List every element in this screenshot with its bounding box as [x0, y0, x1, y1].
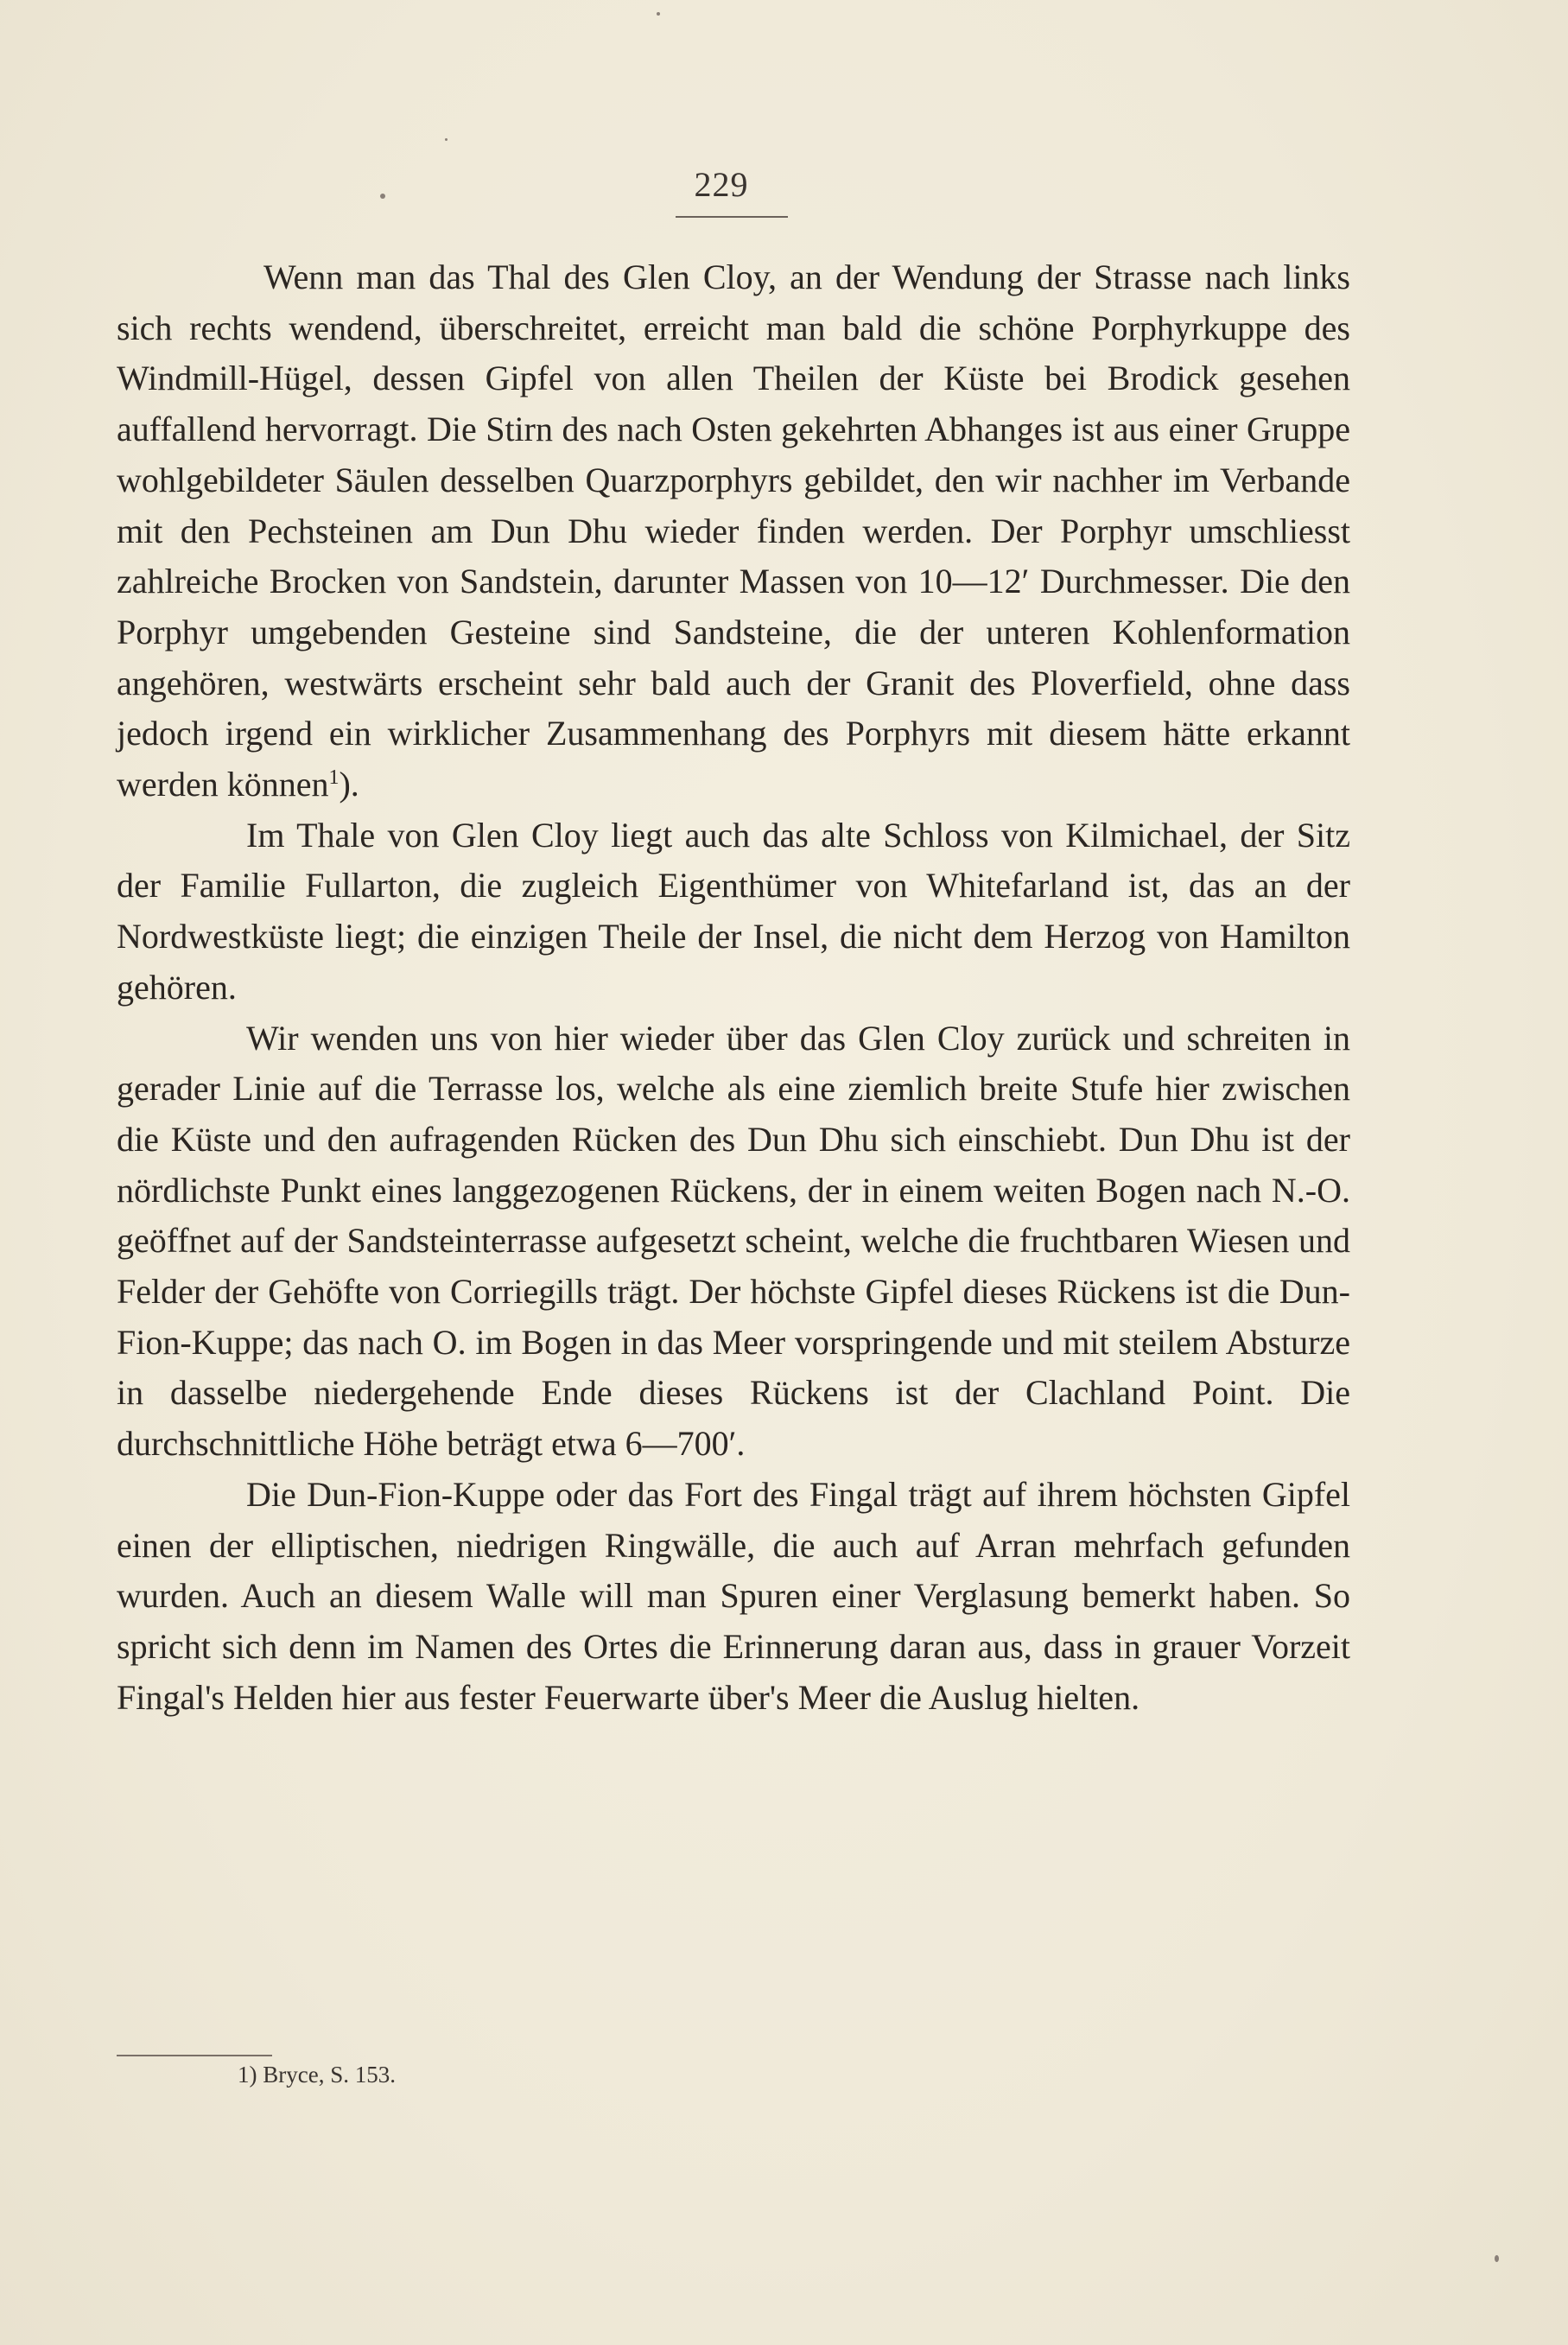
page-number-rule: [676, 216, 788, 218]
page-number: 229: [694, 165, 749, 204]
footnote-rule: [117, 2055, 272, 2056]
paragraph-3: Wir wenden uns von hier wieder über das Glen Cloy zurück und schreiten in gerader Linie auf die Terrasse los, welche als eine ziemlich breite Stufe hier zwischen die Küste und den aufragenden Rücken des Dun Dhu sich einschiebt. Dun Dhu ist der nördlichste Punkt eines langgezogenen Rückens, der in einem weiten Bogen nach N.-O. geöffnet auf der Sandsteinterrasse aufgesetzt scheint, welche die fruchtbaren Wiesen und Felder der Gehöfte von Corriegills trägt. Der höchste Gipfel dieses Rückens ist die Dun-Fion-Kuppe; das nach O. im Bogen in das Meer vorspringende und mit steilem Absturze in dasselbe niedergehende Ende dieses Rückens ist der Clachland Point. Die durchschnittliche Höhe beträgt etwa 6—700′.: [117, 1018, 1350, 1464]
paper-speck: [445, 138, 448, 141]
footnote-marker: 1: [328, 766, 340, 790]
body-text: [117, 252, 1350, 1723]
paragraph-1-text: Wenn man das Thal des Glen Cloy, an der Wendung der Strasse nach links sich rechts wendend, überschreitet, erreicht man bald die schöne Porphyrkuppe des Windmill-Hügel, dessen Gipfel von allen Theilen der Küste bei Brodick gesehen auffallend hervorragt. Die Stirn des nach Osten gekehrten Abhanges ist aus einer Gruppe wohlgebildeter Säulen desselben Quarzporphyrs gebildet, den wir nachher im Verbande mit den Pechsteinen am Dun Dhu wieder finden werden. Der Porphyr umschliesst zahlreiche Brocken von Sandstein, darunter Massen von 10—12′ Durchmesser. Die den Porphyr umgebenden Gesteine sind Sandsteine, die der unteren Kohlenformation angehören, westwärts erscheint sehr bald auch der Granit des Ploverfield, ohne dass jedoch irgend ein wirklicher Zusammenhang des Porphyrs mit diesem hätte erkannt werden können: [117, 257, 1350, 804]
paper-speck: [657, 12, 660, 16]
paragraph-1-end: ).: [339, 765, 359, 804]
footnote: 1) Bryce, S. 153.: [238, 2062, 396, 2088]
paper-speck: [1495, 2255, 1499, 2262]
paper-speck: [380, 194, 385, 199]
paragraph-1: [117, 252, 1350, 810]
paragraph-2: Im Thale von Glen Cloy liegt auch das alte Schloss von Kilmichael, der Sitz der Familie Fullarton, die zugleich Eigenthümer von Whitefarland ist, das an der Nordwestküste liegt; die einzigen Theile der Insel, die nicht dem Herzog von Hamilton gehören.: [117, 815, 1350, 1007]
paragraph-4: Die Dun-Fion-Kuppe oder das Fort des Fingal trägt auf ihrem höchsten Gipfel einen der elliptischen, niedrigen Ringwälle, die auch auf Arran mehrfach gefunden wurden. Auch an diesem Walle will man Spuren einer Verglasung bemerkt haben. So spricht sich denn im Namen des Ortes die Erinnerung daran aus, dass in grauer Vorzeit Fingal's Helden hier aus fester Feuerwarte über's Meer die Auslug hielten.: [117, 1474, 1350, 1717]
